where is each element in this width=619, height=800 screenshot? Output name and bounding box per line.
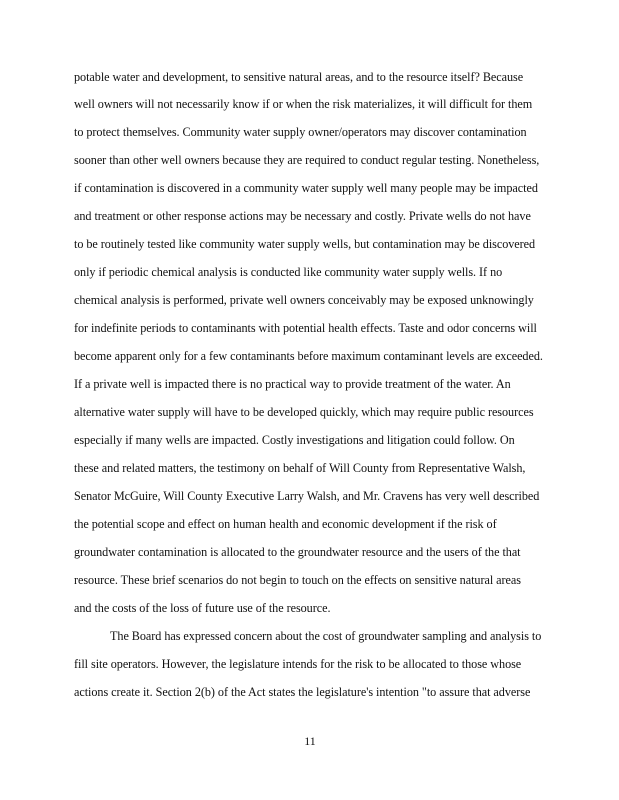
body-text-line: the potential scope and effect on human health and economic development if the risk of bbox=[74, 517, 497, 531]
body-text-line: potable water and development, to sensitive natural areas, and to the resource itself? Because bbox=[74, 70, 524, 84]
body-text-line: become apparent only for a few contaminants before maximum contaminant levels are exceeded. bbox=[74, 349, 543, 363]
body-text-line: especially if many wells are impacted. Costly investigations and litigation could follow. On bbox=[74, 433, 515, 447]
body-text-line: actions create it. Section 2(b) of the Act states the legislature's intention "to assure that adverse bbox=[74, 685, 531, 699]
body-text-line: and treatment or other response actions may be necessary and costly. Private wells do not have bbox=[74, 209, 531, 223]
body-text-line: groundwater contamination is allocated to the groundwater resource and the users of the that bbox=[74, 545, 521, 559]
body-text-line: well owners will not necessarily know if or when the risk materializes, it will difficult for them bbox=[74, 97, 533, 111]
body-text-line: chemical analysis is performed, private well owners conceivably may be exposed unknowingly bbox=[74, 293, 534, 307]
body-text-line: Senator McGuire, Will County Executive Larry Walsh, and Mr. Cravens has very well described bbox=[74, 489, 540, 503]
body-text-line: sooner than other well owners because they are required to conduct regular testing. Nonetheless, bbox=[74, 153, 540, 167]
body-text-line: only if periodic chemical analysis is conducted like community water supply wells. If no bbox=[74, 265, 503, 279]
body-text-line: fill site operators. However, the legislature intends for the risk to be allocated to those whose bbox=[74, 657, 522, 671]
body-text-line: to protect themselves. Community water supply owner/operators may discover contamination bbox=[74, 125, 527, 139]
body-text-line: alternative water supply will have to be developed quickly, which may require public resources bbox=[74, 405, 534, 419]
body-text-line: and the costs of the loss of future use of the resource. bbox=[74, 601, 331, 615]
body-text-line: for indefinite periods to contaminants with potential health effects. Taste and odor concerns will bbox=[74, 321, 537, 335]
body-text-line: If a private well is impacted there is no practical way to provide treatment of the water. An bbox=[74, 377, 511, 391]
body-text-line: The Board has expressed concern about the cost of groundwater sampling and analysis to bbox=[110, 629, 542, 643]
body-text-line: to be routinely tested like community water supply wells, but contamination may be discovered bbox=[74, 237, 536, 251]
body-text-line: if contamination is discovered in a community water supply well many people may be impacted bbox=[74, 181, 538, 195]
page-number: 11 bbox=[304, 734, 316, 748]
body-text-line: these and related matters, the testimony on behalf of Will County from Representative Walsh, bbox=[74, 461, 526, 475]
body-text-line: resource. These brief scenarios do not begin to touch on the effects on sensitive natural areas bbox=[74, 573, 521, 587]
